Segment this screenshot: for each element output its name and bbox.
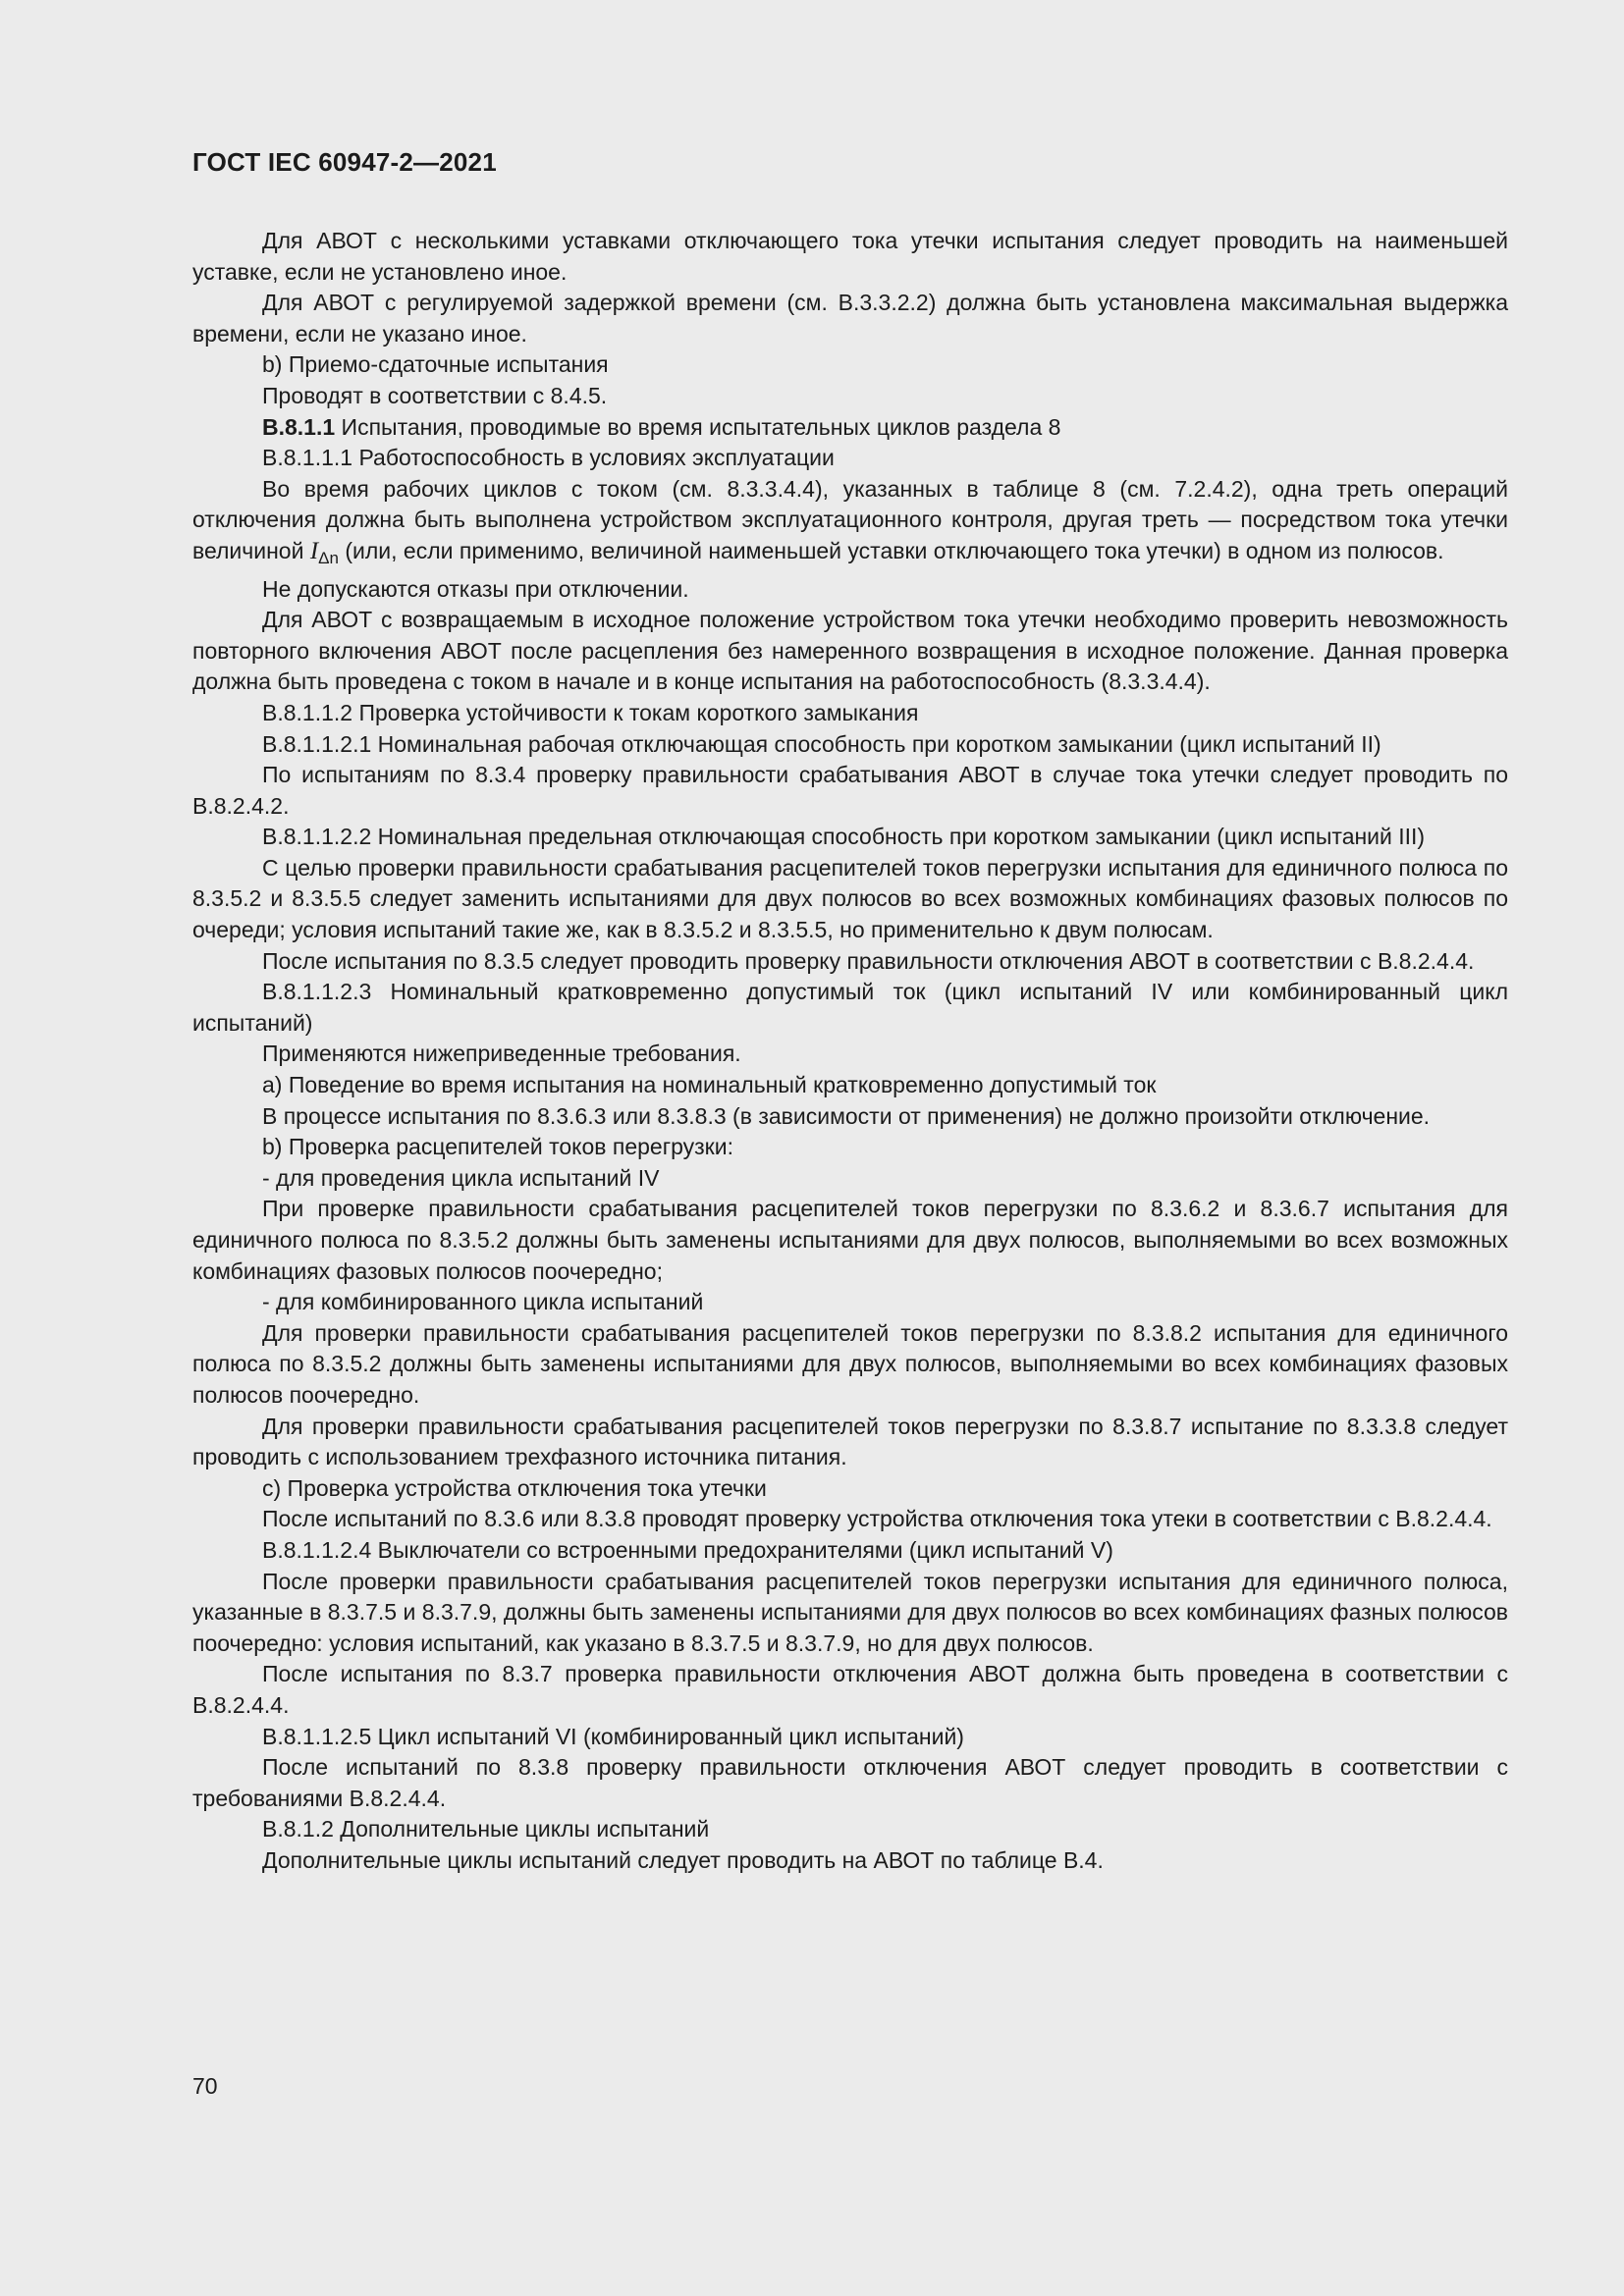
body-paragraph: [192, 1132, 1508, 1163]
body-paragraph: [192, 443, 1508, 474]
paragraph-text: После проверки правильности срабатывания расцепителей токов перегрузки испытания для единичного полюса, указанные в 8.3.7.5 и 8.3.7.9, должны быть заменены испытаниями для двух полюсов во всех комбинациях фазных полюсов поочередно: условия испытаний, как указано в 8.3.7.5 и 8.3.7.9, но для двух полюсов.: [192, 1568, 1508, 1656]
paragraph-text: Применяются нижеприведенные требования.: [262, 1041, 741, 1067]
body-paragraph: [192, 698, 1508, 729]
paragraph-text: - для проведения цикла испытаний IV: [262, 1164, 660, 1191]
paragraph-text: b) Проверка расцепителей токов перегрузки:: [262, 1134, 733, 1160]
paragraph-text: Для АВОТ с несколькими уставками отключающего тока утечки испытания следует проводить на наименьшей уставке, если не установлено иное.: [192, 228, 1508, 285]
paragraph-text: После испытания по 8.3.7 проверка правильности отключения АВОТ должна быть проведена в соответствии с В.8.2.4.4.: [192, 1661, 1508, 1718]
paragraph-text: Для проверки правильности срабатывания расцепителей токов перегрузки по 8.3.8.7 испытание по 8.3.3.8 следует проводить с использованием трехфазного источника питания.: [192, 1413, 1508, 1470]
body-paragraph: [192, 1070, 1508, 1101]
paragraph-text: Дополнительные циклы испытаний следует проводить на АВОТ по таблице В.4.: [262, 1846, 1104, 1873]
body-paragraph: [192, 729, 1508, 761]
body-paragraph: [192, 1101, 1508, 1133]
paragraph-text: В.8.1.1.2.3 Номинальный кратковременно допустимый ток (цикл испытаний IV или комбинированный цикл испытаний): [192, 979, 1508, 1036]
paragraph-text: В.8.1.1.1 Работоспособность в условиях эксплуатации: [262, 445, 835, 471]
paragraph-text: В.8.1.1.2.4 Выключатели со встроенными предохранителями (цикл испытаний V): [262, 1536, 1113, 1563]
body-paragraph: [192, 1722, 1508, 1753]
paragraph-text: В.8.1.1.2 Проверка устойчивости к токам короткого замыкания: [262, 699, 919, 725]
paragraph-text: После испытаний по 8.3.8 проверку правильности отключения АВОТ следует проводить в соответствии с требованиями В.8.2.4.4.: [192, 1754, 1508, 1811]
paragraph-text: b) Приемо-сдаточные испытания: [262, 351, 609, 378]
paragraph-text: После испытаний по 8.3.6 или 8.3.8 проводят проверку устройства отключения тока утеки в соответствии с В.8.2.4.4.: [262, 1506, 1492, 1532]
body-paragraph: [192, 760, 1508, 822]
current-symbol-subscript: Δn: [318, 548, 339, 567]
clause-number: В.8.1.1: [262, 413, 336, 440]
body-paragraph: [192, 1163, 1508, 1195]
paragraph-text: Для АВОТ с регулируемой задержкой времени (см. В.3.3.2.2) должна быть установлена максимальная выдержка времени, если не указано иное.: [192, 290, 1508, 347]
paragraph-text: - для комбинированного цикла испытаний: [262, 1289, 704, 1315]
paragraph-text: В.8.1.2 Дополнительные циклы испытаний: [262, 1816, 710, 1842]
document-body: [192, 226, 1508, 1876]
body-paragraph: [192, 1287, 1508, 1318]
paragraph-text: В процессе испытания по 8.3.6.3 или 8.3.8.3 (в зависимости от применения) не должно произойти отключение.: [262, 1102, 1431, 1129]
body-paragraph: [192, 822, 1508, 853]
paragraph-text: После испытания по 8.3.5 следует проводить проверку правильности отключения АВОТ в соответствии с В.8.2.4.4.: [262, 947, 1475, 974]
body-paragraph: [192, 1752, 1508, 1814]
paragraph-text-continued: (или, если применимо, величиной наименьшей уставки отключающего тока утечки) в одном из полюсов.: [338, 537, 1444, 563]
standard-header: ГОСТ IEC 60947-2—2021: [192, 147, 497, 177]
body-paragraph: [192, 977, 1508, 1039]
body-paragraph: [192, 288, 1508, 349]
paragraph-text: В.8.1.1.2.5 Цикл испытаний VI (комбинированный цикл испытаний): [262, 1723, 964, 1749]
paragraph-text: В.8.1.1.2.2 Номинальная предельная отключающая способность при коротком замыкании (цикл испытаний III): [262, 824, 1426, 850]
body-paragraph: [192, 1318, 1508, 1412]
body-paragraph: [192, 1412, 1508, 1473]
paragraph-text: При проверке правильности срабатывания расцепителей токов перегрузки по 8.3.6.2 и 8.3.6.7 испытания для единичного полюса по 8.3.5.2 должны быть заменены испытаниями для двух полюсов, выполняемыми во всех возможных комбинациях фазовых полюсов поочередно;: [192, 1196, 1508, 1284]
body-paragraph: [192, 1504, 1508, 1535]
body-paragraph: [192, 1535, 1508, 1567]
paragraph-text: Для АВОТ с возвращаемым в исходное положение устройством тока утечки необходимо проверить невозможность повторного включения АВОТ после расцепления без намеренного возвращения в исходное положение. Данная проверка должна быть проведена с током в начале и в конце испытания на работоспособность (8.3.3.4.4).: [192, 607, 1508, 695]
paragraph-text: По испытаниям по 8.3.4 проверку правильности срабатывания АВОТ в случае тока утечки следует проводить по В.8.2.4.2.: [192, 762, 1508, 819]
body-paragraph: [192, 853, 1508, 946]
paragraph-text: Испытания, проводимые во время испытательных циклов раздела 8: [335, 413, 1061, 440]
paragraph-text: В.8.1.1.2.1 Номинальная рабочая отключающая способность при коротком замыкании (цикл испытаний II): [262, 730, 1381, 757]
body-paragraph: [192, 946, 1508, 978]
body-paragraph: [192, 412, 1508, 444]
paragraph-text: Не допускаются отказы при отключении.: [262, 575, 689, 602]
body-paragraph: [192, 349, 1508, 381]
paragraph-text: a) Поведение во время испытания на номинальный кратковременно допустимый ток: [262, 1072, 1157, 1098]
body-paragraph: [192, 1567, 1508, 1660]
body-paragraph: [192, 1194, 1508, 1287]
body-paragraph: [192, 605, 1508, 698]
paragraph-text: c) Проверка устройства отключения тока утечки: [262, 1474, 767, 1501]
body-paragraph: [192, 1473, 1508, 1505]
current-symbol: I: [309, 537, 319, 564]
body-paragraph: [192, 381, 1508, 412]
body-paragraph: [192, 1814, 1508, 1845]
paragraph-text: Во время рабочих циклов с током (см. 8.3.3.4.4), указанных в таблице 8 (см. 7.2.4.2), одна треть операций отключения должна быть выполнена устройством эксплуатационного контроля, другая треть — посредством тока утечки величиной: [192, 475, 1508, 563]
paragraph-text: Для проверки правильности срабатывания расцепителей токов перегрузки по 8.3.8.2 испытания для единичного полюса по 8.3.5.2 должны быть заменены испытаниями для двух полюсов, выполняемыми во всех комбинациях фазовых полюсов поочередно.: [192, 1319, 1508, 1408]
body-paragraph: [192, 1659, 1508, 1721]
body-paragraph: [192, 1039, 1508, 1070]
body-paragraph: [192, 226, 1508, 288]
body-paragraph: [192, 1845, 1508, 1877]
body-paragraph: [192, 574, 1508, 606]
page-number: 70: [192, 2073, 218, 2099]
body-paragraph: [192, 474, 1508, 574]
paragraph-text: С целью проверки правильности срабатывания расцепителей токов перегрузки испытания для единичного полюса по 8.3.5.2 и 8.3.5.5 следует заменить испытаниями для двух полюсов во всех возможных комбинациях фазовых полюсов по очереди; условия испытаний такие же, как в 8.3.5.2 и 8.3.5.5, но применительно к двум полюсам.: [192, 854, 1508, 943]
paragraph-text: Проводят в соответствии с 8.4.5.: [262, 382, 608, 408]
